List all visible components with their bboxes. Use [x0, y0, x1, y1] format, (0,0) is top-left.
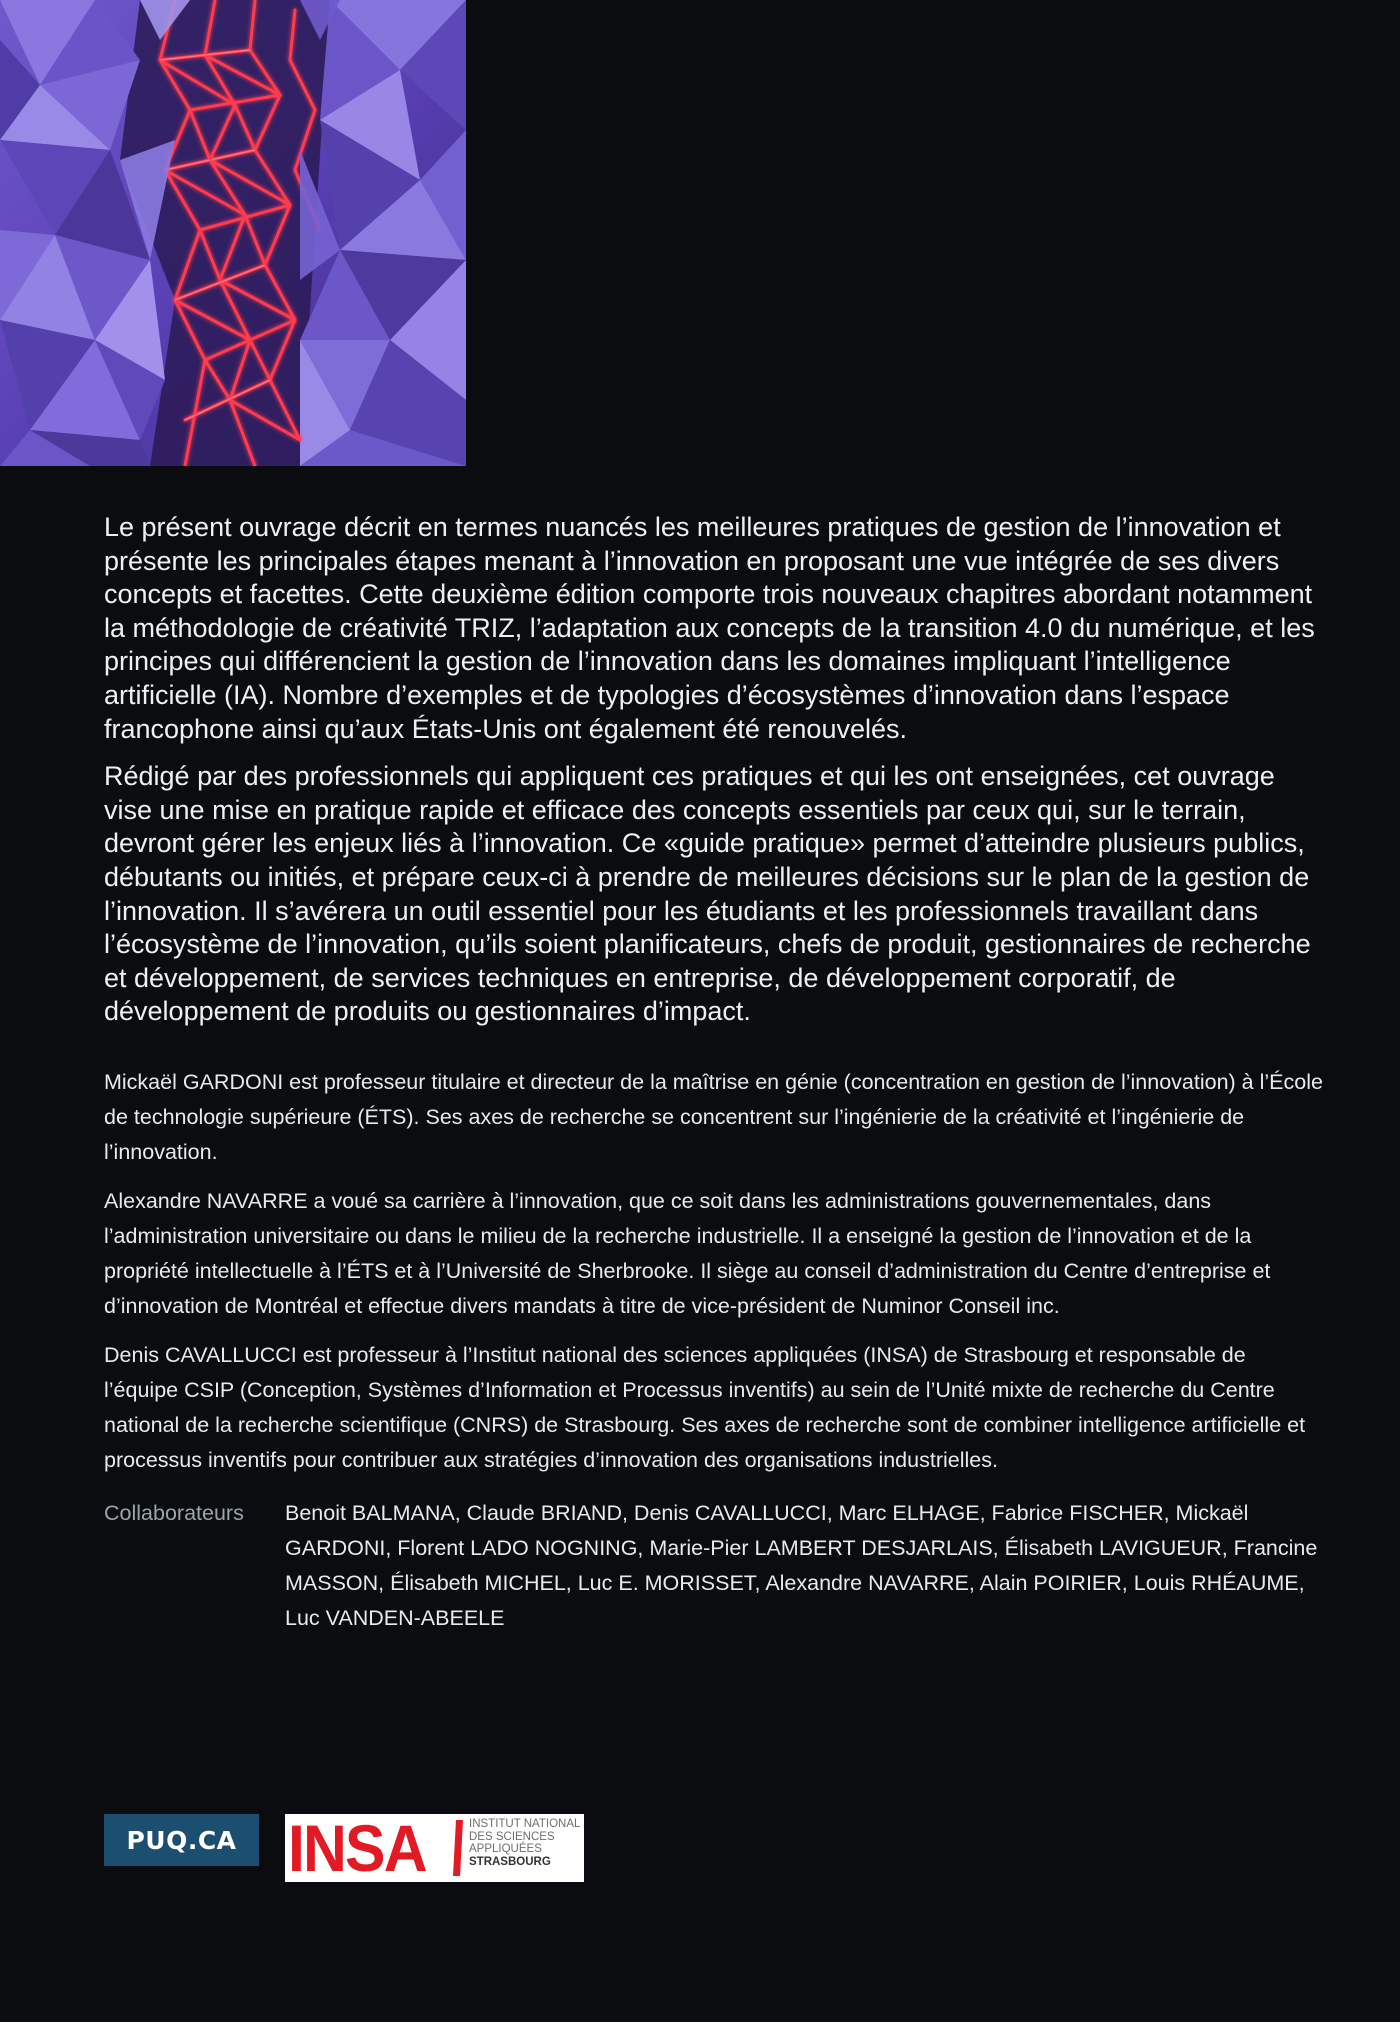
insa-slash-mark-icon: [453, 1820, 463, 1876]
abstract-facets-image: [0, 0, 466, 466]
summary-paragraph: Le présent ouvrage décrit en termes nuancés les meilleures pratiques de gestion de l’innovation et présente les principales étapes menant à l’innovation en proposant une vue intégrée de ses divers concepts et facettes. Cette deuxième édition comporte trois nouveaux chapitres abordant notamment la méthodologie de créativité TRIZ, l’adaptation aux concepts de la transition 4.0 du numérique, et les principes qui différencient la gestion de l’innovation dans les domaines impliquant l’intelligence artificielle (IA). Nombre d’exemples et de typologies d’écosystèmes d’innovation dans l’espace francophone ainsi qu’aux États-Unis ont également été renouvelés.: [104, 512, 1315, 744]
logo-row: [104, 1811, 584, 1885]
collaborators-label: Collaborateurs: [104, 1500, 244, 1525]
insa-city: STRASBOURG: [469, 1855, 551, 1868]
insa-line: DES SCIENCES: [469, 1830, 555, 1843]
insa-line: INSTITUT NATIONAL: [469, 1818, 581, 1830]
cover-artwork: [0, 0, 466, 466]
insa-logo: [285, 1811, 584, 1885]
author-bio-gardoni: Mickaël GARDONI est professeur titulaire et directeur de la maîtrise en génie (concentration en gestion de l’innovation) à l’École de technologie supérieure (ÉTS). Ses axes de recherche se concentrent sur l’ingénierie de la créativité et l’ingénierie de l’innovation.: [104, 1069, 1323, 1164]
insa-line: APPLIQUÉES: [469, 1843, 542, 1855]
collaborators-list: Benoit BALMANA, Claude BRIAND, Denis CAVALLUCCI, Marc ELHAGE, Fabrice FISCHER, Mickaël GARDONI, Florent LADO NOGNING, Marie-Pier LAMBERT DESJARLAIS, Élisabeth LAVIGUEUR, Francine MASSON, Élisabeth MICHEL, Luc E. MORISSET, Alexandre NAVARRE, Alain POIRIER, Louis RHÉAUME, Luc VANDEN-ABEELE: [285, 1500, 1318, 1630]
insa-wordmark: INSA: [288, 1811, 426, 1885]
summary-paragraph: Rédigé par des professionnels qui appliquent ces pratiques et qui les ont enseignées, cet ouvrage vise une mise en pratique rapide et efficace des concepts essentiels par ceux qui, sur le terrain, devront gérer les enjeux liés à l’innovation. Ce «guide pratique» permet d’atteindre plusieurs publics, débutants ou initiés, et prépare ceux-ci à prendre de meilleures décisions sur le plan de la gestion de l’innovation. Il s’avérera un outil essentiel pour les étudiants et les professionnels travaillant dans l’écosystème de l’innovation, qu’ils soient planificateurs, chefs de produit, gestionnaires de recherche et développement, de services techniques en entreprise, de développement corporatif, de développement de produits ou gestionnaires d’impact.: [104, 761, 1311, 1027]
author-bios: [104, 1065, 1324, 1478]
back-cover-content: [104, 511, 1324, 1636]
insa-institution-text: [469, 1818, 581, 1868]
author-bio-navarre: Alexandre NAVARRE a voué sa carrière à l’innovation, que ce soit dans les administrations gouvernementales, dans l’administration universitaire ou dans le milieu de la recherche industrielle. Il a enseigné la gestion de l’innovation et de la propriété intellectuelle à l’ÉTS et à l’Université de Sherbrooke. Il siège au conseil d’administration du Centre d’entreprise et d’innovation de Montréal et effectue divers mandats à titre de vice-président de Numinor Conseil inc.: [104, 1188, 1271, 1318]
collaborators-section: [104, 1496, 1324, 1636]
puq-logo-link[interactable]: PUQ.CA: [104, 1814, 259, 1866]
book-summary: [104, 511, 1324, 1029]
author-bio-cavallucci: Denis CAVALLUCCI est professeur à l’Institut national des sciences appliquées (INSA) de Strasbourg et responsable de l’équipe CSIP (Conception, Systèmes d’Information et Processus inventifs) au sein de l’Unité mixte de recherche du Centre national de la recherche scientifique (CNRS) de Strasbourg. Ses axes de recherche sont de combiner intelligence artificielle et processus inventifs pour contribuer aux stratégies d’innovation des organisations industrielles.: [104, 1342, 1306, 1472]
